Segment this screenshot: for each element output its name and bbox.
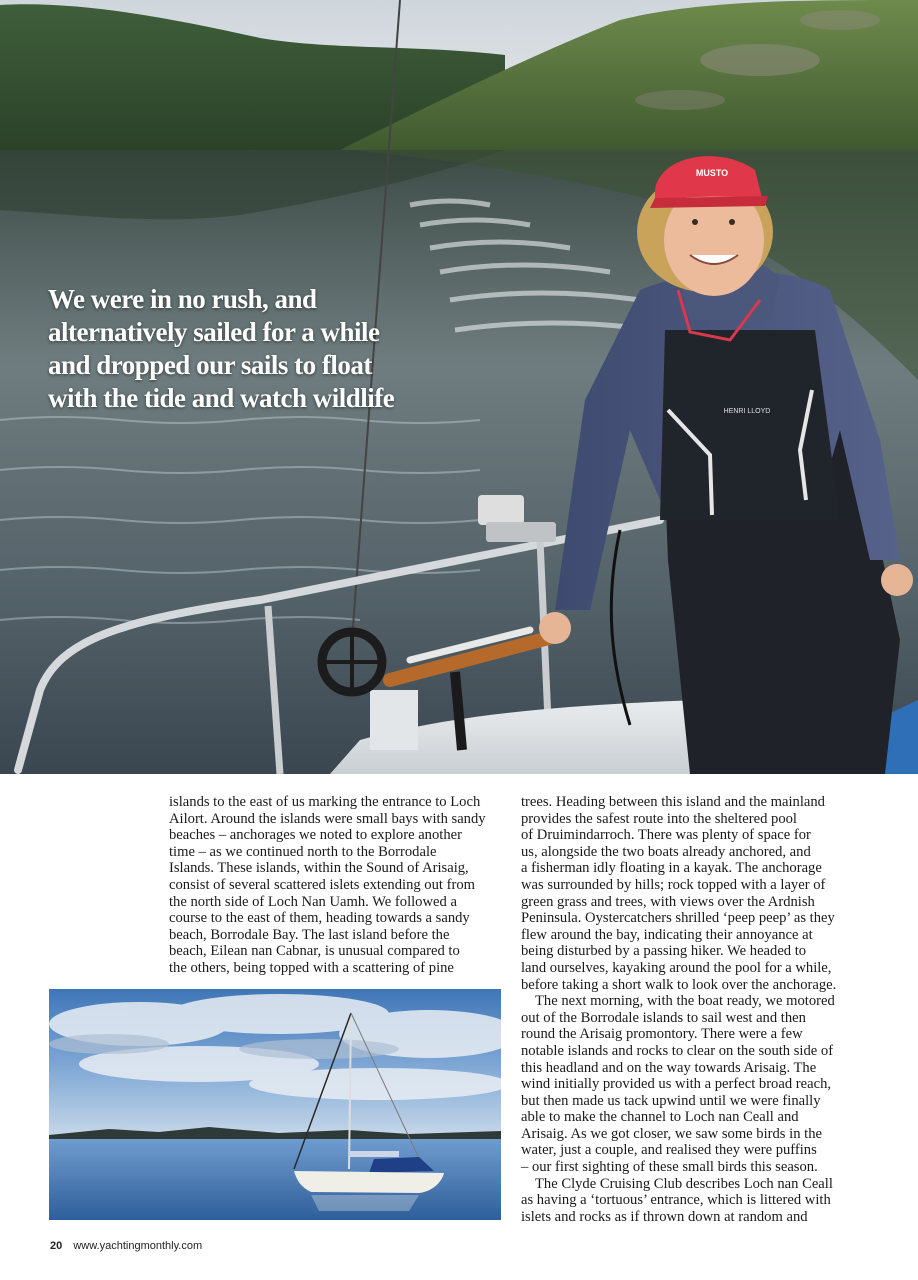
pull-quote bbox=[48, 283, 488, 415]
article-line: as having a ‘tortuous’ entrance, which is littered with bbox=[521, 1192, 831, 1209]
page-number: 20 bbox=[50, 1240, 63, 1252]
article-line: islets and rocks as if thrown down at random and bbox=[521, 1208, 808, 1225]
pull-quote-line: alternatively sailed for a while bbox=[48, 317, 380, 347]
cap-logo-text: MUSTO bbox=[695, 168, 729, 178]
article-line: before taking a short walk to look over the anchorage. bbox=[521, 976, 837, 993]
article-line: flew around the bay, indicating their annoyance at bbox=[521, 926, 813, 943]
article-line: of Druimindarroch. There was plenty of space for bbox=[521, 827, 811, 844]
bib-logo-text: HENRI LLOYD bbox=[723, 408, 771, 415]
page-footer bbox=[50, 1240, 202, 1252]
article-line: wind initially provided us with a perfect broad reach, bbox=[521, 1076, 832, 1093]
article-line: but then made us tack upwind until we were finally bbox=[521, 1092, 821, 1109]
article-column-left bbox=[169, 794, 504, 977]
article-line: beaches – anchorages we noted to explore another bbox=[169, 827, 462, 844]
article-line: provides the safest route into the sheltered pool bbox=[521, 810, 797, 827]
article-line: this headland and on the way towards Arisaig. The bbox=[521, 1059, 817, 1076]
article-line: green grass and trees, with views over the Ardnish bbox=[521, 893, 815, 910]
article-line: The next morning, with the boat ready, we motored bbox=[535, 993, 835, 1010]
pull-quote-line: with the tide and watch wildlife bbox=[48, 383, 395, 413]
anchored-yacht-illustration bbox=[49, 989, 501, 1220]
article-line: round the Arisaig promontory. There were a few bbox=[521, 1026, 803, 1043]
anchored-yacht-photo bbox=[49, 989, 501, 1220]
article-line: beach, Eilean nan Cabnar, is unusual compared to bbox=[169, 943, 460, 960]
article-line: – our first sighting of these small birds this season. bbox=[521, 1159, 818, 1176]
article-line: land ourselves, kayaking around the pool for a while, bbox=[521, 959, 832, 976]
article-line: a fisherman idly floating in a kayak. The anchorage bbox=[521, 860, 822, 877]
article-line: time – as we continued north to the Borrodale bbox=[169, 843, 437, 860]
pull-quote-line: and dropped our sails to float bbox=[48, 350, 372, 380]
article-line: out of the Borrodale islands to sail west and then bbox=[521, 1009, 806, 1026]
article-line: us, alongside the two boats already anchored, and bbox=[521, 843, 811, 860]
article-line: Peninsula. Oystercatchers shrilled ‘peep peep’ as they bbox=[521, 910, 835, 927]
article-line: able to make the channel to Loch nan Ceall and bbox=[521, 1109, 799, 1126]
article-line: beach, Borrodale Bay. The last island before the bbox=[169, 926, 450, 943]
article-line: the north side of Loch Nan Uamh. We followed a bbox=[169, 893, 457, 910]
article-line: Islands. These islands, within the Sound of Arisaig, bbox=[169, 860, 469, 877]
article-column-right bbox=[521, 794, 861, 1225]
article-line: the others, being topped with a scattering of pine bbox=[169, 959, 454, 976]
article-line: course to the east of them, heading towards a sandy bbox=[169, 910, 470, 927]
pull-quote-line: We were in no rush, and bbox=[48, 284, 317, 314]
article-line: being disturbed by a passing hiker. We headed to bbox=[521, 943, 807, 960]
article-line: Ailort. Around the islands were small bays with sandy bbox=[169, 810, 486, 827]
article-line: notable islands and rocks to clear on the south side of bbox=[521, 1042, 834, 1059]
article-line: The Clyde Cruising Club describes Loch nan Ceall bbox=[535, 1175, 833, 1192]
article-line: trees. Heading between this island and the mainland bbox=[521, 794, 825, 810]
footer-url: www.yachtingmonthly.com bbox=[73, 1240, 203, 1252]
article-line: water, just a couple, and realised they were puffins bbox=[521, 1142, 817, 1159]
article-line: islands to the east of us marking the entrance to Loch bbox=[169, 794, 481, 810]
article-line: was surrounded by hills; rock topped with a layer of bbox=[521, 876, 826, 893]
article-line: Arisaig. As we got closer, we saw some birds in the bbox=[521, 1125, 822, 1142]
article-line: consist of several scattered islets extending out from bbox=[169, 876, 475, 893]
